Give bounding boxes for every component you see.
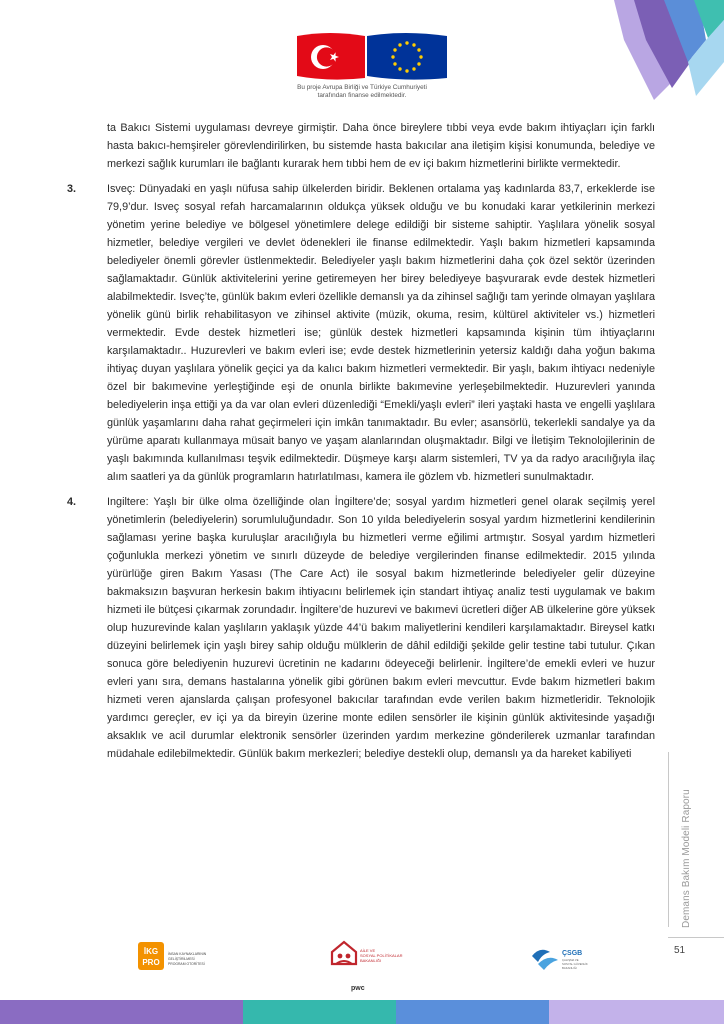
ikg-pro-logo — [138, 940, 228, 974]
bar-segment-purple — [0, 1000, 243, 1024]
turkey-flag — [297, 33, 365, 80]
svg-text:İNSAN KAYNAKLARININ: İNSAN KAYNAKLARININ — [168, 952, 207, 956]
sidebar-divider — [668, 752, 669, 927]
svg-text:BAKANLIĞI: BAKANLIĞI — [360, 958, 382, 963]
paragraph-text: Isveç: Dünyadaki en yaşlı nüfusa sahip ülkelerden biridir. Beklenen ortalama yaş kadınlarda 83,7, erkeklerde ise 79,9’dur. Isveç sosyal refah harcamalarının oldukça yüksek olduğu ve bu konudaki karar yetkilerinin merkezi yönetim yerine belediye ve bölgesel yönetimlere delege edildiği bir sisteme sahiptir. Yaşlılara yönelik sosyal hizmetler, belediye vergileri ve devlet ödenekleri ile finanse edilmektedir. Yaşlı bakım hizmetleri kapsamında belediyeler önemli görevler üstlenmektedir. Belediyeler yaşlı bakım hizmetlerini daha çok özel sektör üzerinden sağlamaktadır. Günlük aktivitelerini yerine getiremeyen her birey belediyeye başvurarak evde destek hizmetleri alabilmektedir. Isveç’te, günlük bakım evleri özellikle demanslı ya da zihinsel sağlığı tam yerinde olmayan yaşlılara yönelik günü birlik rehabilitasyon ve zihinsel aktivite (müzik, okuma, resim, kültürel aktiviteler vs.) hizmetleri vermektedir. Evde destek hizmetleri ise; günlük destek hizmetleri kapsamında kişinin tüm ihtiyaçlarını karşılamaktadır.. Huzurevleri ve bakım evleri ise; evde destek hizmetlerinin yetersiz kaldığı daha yoğun bakıma ihtiyaç duyan yaşlılara yönelik geçici ya da kalıcı bakım hizmetleri vermektedir. Bir yaşlı, bakım ihtiyacı nedeniyle özel bir bakımevine yerleştiğinde eşi de onunla birlikte bakımevine yerleşebilmektedir. Huzurevleri yanında belediyelerin inşa ettiği ya da var olan evleri düzenlediği “Emekli/yaşlı evleri” ileri yaştaki hasta ve engelli yaşlılara günlük yaşamlarını daha rahat geçirmeleri için imkân tanımaktadır. Bu evler; asansörlü, tekerlekli sandalye ya da yürüme aparatı kullanmaya müsait banyo ve yaşam alanlarından oluşmaktadır. Bilgi ve İletişim Teknolojilerinin de yaşlı bakımında kullanılması teşvik edilmektedir. Düşmeye karşı alarm sistemleri, TV ya da radyo aracılığıyla ilaç alım saatleri ya da günlük programların hatırlatılması, kamera ile gözlem vb. hizmetleri sunulmaktadır. — [107, 183, 655, 483]
svg-text:SOSYAL GÜVENLİK: SOSYAL GÜVENLİK — [562, 962, 588, 966]
funding-caption — [262, 84, 462, 100]
corner-ribbon-decoration — [614, 0, 724, 110]
paragraph-text: Ingiltere: Yaşlı bir ülke olma özelliğinde olan İngiltere’de; sosyal yardım hizmetleri genel olarak seçilmiş yerel yönetimlerin (belediyelerin) sorumluluğundadır. Son 10 yılda belediyelerin sosyal yardım hizmetlerini kendilerinin sağlaması yerine başka kuruluşlar aracılığıyla bu hizmetleri verme eğilimi artmıştır. Sosyal yardım hizmetleri çoğunlukla merkezi yönetim ve sınırlı düzeyde de belediye vergilerinden finanse edilmektedir. 2015 yılında yürürlüğe giren Bakım Yasası (The Care Act) ile sosyal bakım hizmetlerinde belediyeler gelir düzeyine bakmaksızın başvuran herkesin bakım ihtiyacını belirlemek için standart ihtiyaç analiz testi uygulamak ve bakım hizmeti ile bütçesi çıkarmak zorundadır. İngiltere’de huzurevi ve bakımevi ücretleri diğer AB ülkelerine göre yüksek olup huzurevinde kalan yaşlıların yaklaşık yüzde 44’ü bakım maliyetlerini kendileri karşılamaktadır. Bireysel katkı düzeyini belirlemek için yaşlı birey sahip olduğu mülklerin de dâhil edildiği şekilde gelir testine tabi tutulur. Çıkan sonuca göre belediyenin huzurevi ücretinin ne kadarını ödeyeceği belirlenir. İngiltere’de emekli evleri ve huzur evleri yanı sıra, demans hastalarına yönelik gibi görünen bakım evleri mevcuttur. Evde bakım hizmetleri bakım hizmeti veren ajanslarda çalışan profesyonel bakıcılar tarafından evde verilen bakım hizmetleridir. Teknolojik yardımcı gereçler, ev içi ya da bireyin üzerine monte edilen sensörler ile kişinin günlük aktivitesinde yaşadığı aksaklık ve acil durumlar elektronik sensörler üzerinden yardım merkezine gönderilerek uzmanlar tarafından müdahale edilebilmektedir. Günlük bakım merkezleri; belediye destekli olup, demanslı ya da hareket kabiliyeti — [107, 496, 655, 760]
svg-text:ÇALIŞMA VE: ÇALIŞMA VE — [562, 958, 579, 962]
paragraph-continuation — [107, 119, 655, 173]
svg-text:PRO: PRO — [142, 958, 160, 967]
page-number-divider — [668, 937, 724, 938]
report-title-vertical: Demans Bakım Modeli Raporu — [681, 789, 692, 928]
pwc-logo: pwc — [351, 985, 365, 992]
svg-text:BAKANLIĞI: BAKANLIĞI — [562, 966, 577, 970]
paragraph-text: ta Bakıcı Sistemi uygulaması devreye girmiştir. Daha önce bireylere tıbbi veya evde bakım ihtiyaçları için farklı hasta bakıcı-hemşireler görevlendirilirken, bu sistemde hasta bakıcılar ana iletişim kişisi konumunda, belediye ve merkezi sağlık kurumları ile bağlantı kurarak hem tıbbi hem de ev içi bakım hizmetlerini birlikte vermektedir. — [107, 122, 655, 170]
svg-text:AİLE VE: AİLE VE — [360, 948, 376, 953]
page-number: 51 — [674, 945, 686, 956]
document-body — [67, 119, 655, 770]
bar-segment-blue — [396, 1000, 549, 1024]
svg-text:PROGRAM OTORİTESİ: PROGRAM OTORİTESİ — [168, 962, 205, 966]
paragraph-sweden — [67, 180, 655, 486]
bottom-color-bar — [0, 1000, 724, 1024]
bar-segment-teal — [243, 1000, 396, 1024]
svg-text:SOSYAL POLİTİKALAR: SOSYAL POLİTİKALAR — [360, 953, 403, 958]
paragraph-england — [67, 493, 655, 763]
eu-flag — [367, 33, 447, 80]
funding-caption-line1: Bu proje Avrupa Birliği ve Türkiye Cumhuriyeti — [297, 84, 427, 91]
family-ministry-logo — [324, 938, 404, 978]
turkey-eu-flags-logo — [295, 30, 455, 82]
bar-segment-lavender — [549, 1000, 724, 1024]
svg-text:İKG: İKG — [143, 947, 159, 956]
funding-caption-line2: tarafından finanse edilmektedir. — [317, 92, 407, 99]
list-number: 4. — [67, 496, 77, 508]
svg-text:GELİŞTİRİLMESİ: GELİŞTİRİLMESİ — [168, 957, 195, 961]
list-number: 3. — [67, 183, 77, 195]
svg-text:ÇSGB: ÇSGB — [562, 950, 583, 957]
csgb-logo — [530, 940, 600, 974]
